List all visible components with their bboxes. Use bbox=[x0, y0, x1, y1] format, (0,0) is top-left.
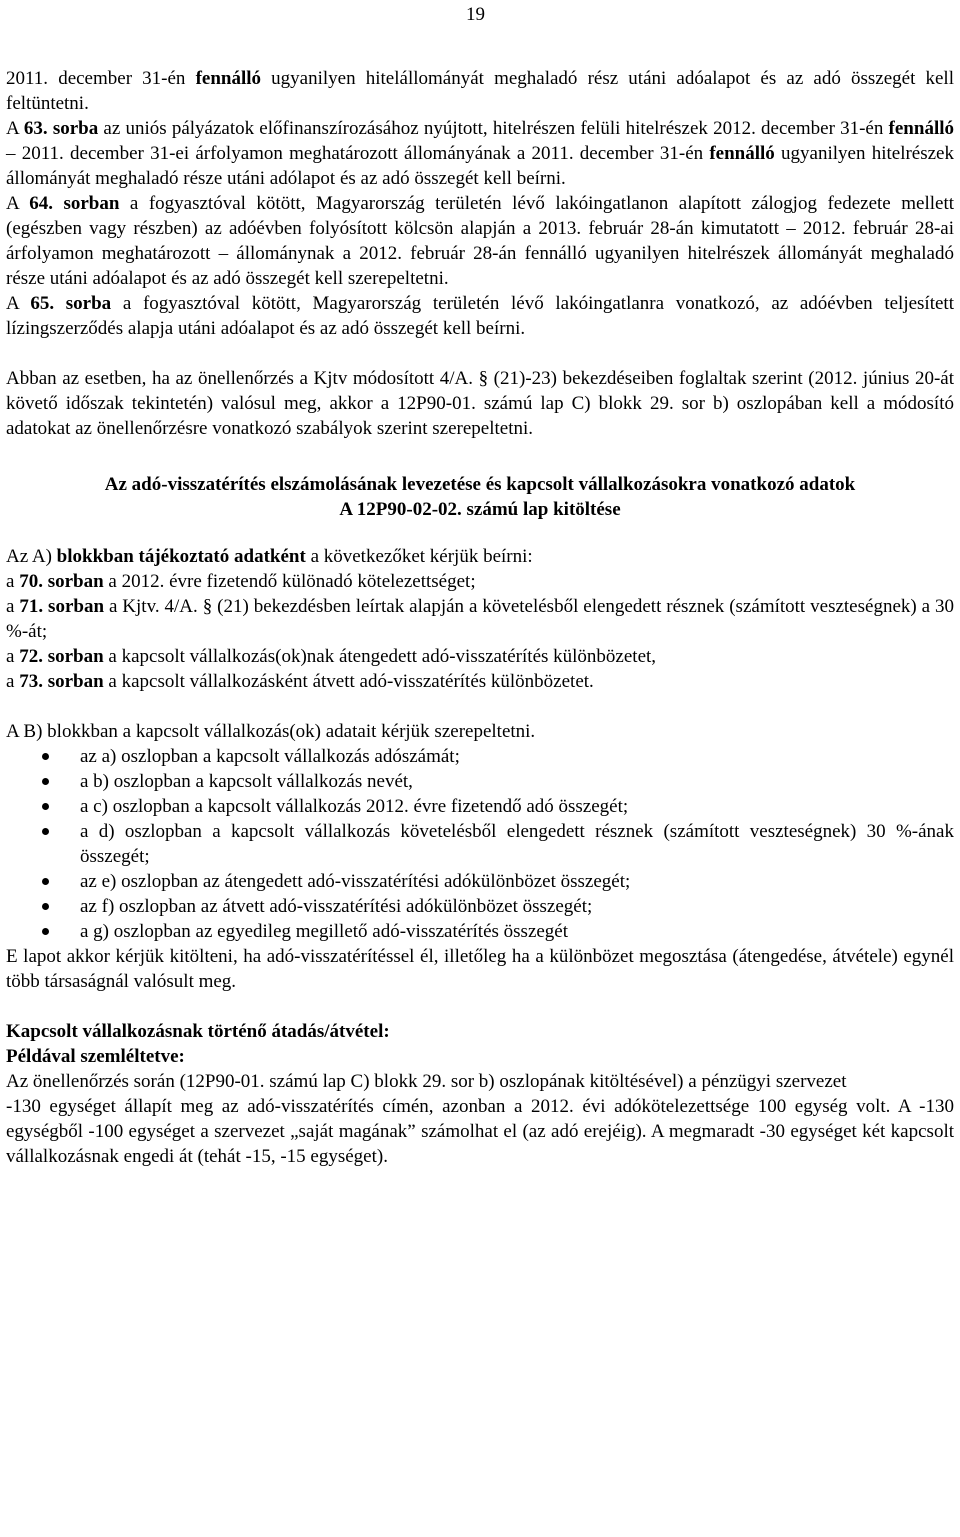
paragraph-62-continued: 2011. december 31-én fennálló ugyanilyen hitelállományát meghaladó rész utáni adóalapot és az adó összegét kell feltüntetni. bbox=[6, 68, 954, 114]
paragraph-row-65: A 65. sorba a fogyasztóval kötött, Magyarország területén lévő lakóingatlanra vonatkozó, az adóévben teljesített lízingszerződés alapja utáni adóalapot és az adó összegét kell beírni. bbox=[6, 293, 954, 339]
bullet-icon bbox=[42, 878, 49, 885]
block-b-intro: A B) blokkban a kapcsolt vállalkozás(ok) adatait kérjük szerepeltetni. bbox=[6, 721, 536, 742]
example-subtitle: Példával szemléltetve: bbox=[6, 1046, 185, 1067]
bullet-icon bbox=[42, 753, 49, 760]
list-item: az a) oszlopban a kapcsolt vállalkozás adószámát; bbox=[6, 744, 954, 769]
paragraph-self-revision: Abban az esetben, ha az önellenőrzés a Kjtv módosított 4/A. § (21)-23) bekezdéseiben foglaltak szerint (2012. június 20-át követő időszak tekintetén) valósul meg, akkor a 12P90-01. számú lap C) blokk 29. sor b) oszlopában kell a módosító adatokat az önellenőrzésre vonatkozó szabályok szerint szerepeltetni. bbox=[6, 368, 954, 439]
section-heading: Az adó-visszatérítés elszámolásának levezetése és kapcsolt vállalkozásokra vonatkozó adatok bbox=[104, 474, 856, 495]
bullet-icon bbox=[42, 803, 49, 810]
example-title: Kapcsolt vállalkozásnak történő átadás/átvétel: bbox=[6, 1021, 390, 1042]
page-number: 19 bbox=[466, 4, 485, 25]
bullet-icon bbox=[42, 828, 49, 835]
bullet-icon bbox=[42, 928, 49, 935]
block-a-row-70: a 70. sorban a 2012. évre fizetendő különadó kötelezettséget; bbox=[6, 571, 476, 592]
block-a-intro: Az A) blokkban tájékoztató adatként a következőket kérjük beírni: bbox=[6, 546, 533, 567]
example-paragraph-1: Az önellenőrzés során (12P90-01. számú lap C) blokk 29. sor b) oszlopának kitöltésével) a pénzügyi szervezet bbox=[6, 1071, 847, 1092]
block-a-row-72: a 72. sorban a kapcsolt vállalkozás(ok)nak átengedett adó-visszatérítés különbözetet, bbox=[6, 646, 657, 667]
paragraph-row-63: A 63. sorba az uniós pályázatok előfinanszírozásához nyújtott, hitelrészen felüli hitelrészek 2012. december 31-én fennálló – 2011. december 31-ei árfolyamon meghatározott állományának a 2011. december 31-én fennálló ugyanilyen hitelrészek állományát meghaladó része utáni adólapot és az adó összegét kell beírni. bbox=[6, 118, 954, 189]
list-item: a d) oszlopban a kapcsolt vállalkozás követelésből elengedett résznek (számított veszteségnek) 30 %-ának összegét; bbox=[6, 819, 954, 869]
list-item: az e) oszlopban az átengedett adó-visszatérítési adókülönbözet összegét; bbox=[6, 869, 954, 894]
list-item: a b) oszlopban a kapcsolt vállalkozás nevét, bbox=[6, 769, 954, 794]
bullet-icon bbox=[42, 778, 49, 785]
list-item: az f) oszlopban az átvett adó-visszatérítési adókülönbözet összegét; bbox=[6, 894, 954, 919]
bullet-icon bbox=[42, 903, 49, 910]
list-item: a g) oszlopban az egyedileg megillető adó-visszatérítés összegét bbox=[6, 919, 954, 944]
block-a-row-71: a 71. sorban a Kjtv. 4/A. § (21) bekezdésben leírtak alapján a követelésből elengedett résznek (számított veszteségnek) a 30 %-át; bbox=[6, 596, 954, 642]
block-a-row-73: a 73. sorban a kapcsolt vállalkozásként átvett adó-visszatérítés különbözetet. bbox=[6, 671, 594, 692]
section-subheading: A 12P90-02-02. számú lap kitöltése bbox=[339, 499, 621, 520]
example-paragraph-2: -130 egységet állapít meg az adó-visszatérítés címén, azonban a 2012. évi adókötelezettsége 100 egység volt. A -130 egységből -100 egységet a szervezet „saját magának” számolhat el (az adó erejéig). A megmaradt -30 egységet két kapcsolt vállalkozásnak engedi át (tehát -15, -15 egységet). bbox=[6, 1096, 954, 1167]
document-body bbox=[6, 66, 954, 1169]
block-b-outro: E lapot akkor kérjük kitölteni, ha adó-visszatérítéssel él, illetőleg ha a különbözet megosztása (átengedése, átvétele) egynél több társaságnál valósult meg. bbox=[6, 946, 954, 992]
list-item: a c) oszlopban a kapcsolt vállalkozás 2012. évre fizetendő adó összegét; bbox=[6, 794, 954, 819]
paragraph-row-64: A 64. sorban a fogyasztóval kötött, Magyarország területén lévő lakóingatlanon alapított zálogjog fedezete mellett (egészben vagy részben) az adóévben folyósított kölcsön alapján a 2013. február 28-án kimutatott – 2012. február 28-ai árfolyamon meghatározott – állománynak a 2012. február 28-án fennálló ugyanilyen hitelrészek állományát meghaladó része utáni adóalapot és az adó összegét kell szerepeltetni. bbox=[6, 193, 954, 289]
block-b-column-list bbox=[6, 744, 954, 944]
